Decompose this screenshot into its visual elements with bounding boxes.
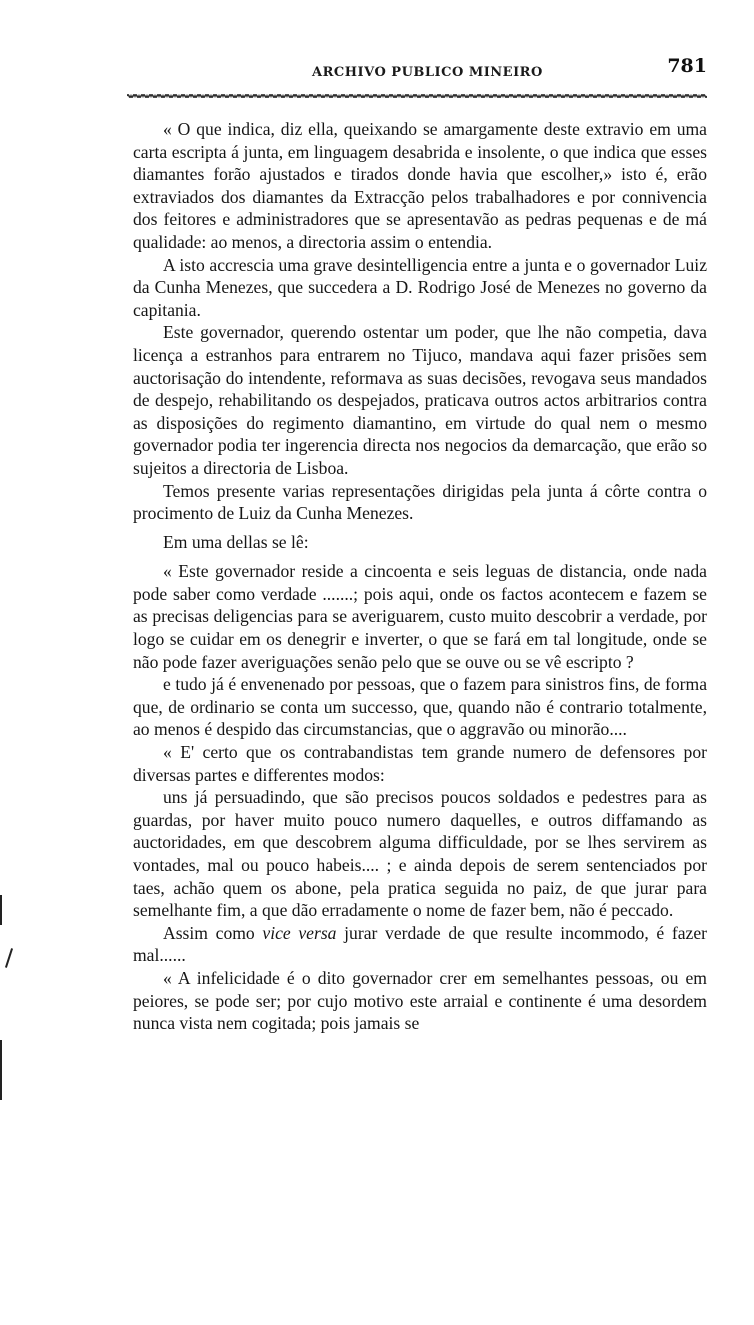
page-number: 781 [667, 55, 707, 77]
vice-versa-pre: Assim como [163, 922, 263, 943]
body-text [133, 118, 707, 1035]
paragraph-governador: Este governador, querendo ostentar um poder, que lhe não competia, dava licença a estranhos para entrarem no Tijuco, mandava aqui fazer prisões sem auctorisação do intendente, reformava as suas decisões, revogava seus mandados de despejo, rehabilitando os despejados, praticava outros actos arbitrarios contra as disposições do regimento diamantino, em virtude do qual nem o mesmo governador podia ter ingerencia directa nos negocios da demarcação, que erão so sujeitos a directoria de Lisboa. [133, 322, 707, 478]
running-title: ARCHIVO PUBLICO MINEIRO [312, 65, 543, 80]
header-wavy-rule [127, 93, 707, 99]
paragraph-persuadindo: uns já persuadindo, que são precisos poucos soldados e pedestres para as guardas, por haver muito pouco numero daquelles, e outros diffamando as auctoridades, em que descobrem alguma difficuldade, por se lhes servirem as vontades, mal ou pouco habeis.... ; e ainda depois de serem sentenciados por taes, achão quem os abone, pela pratica seguida no paiz, de que jurar para semelhante fim, a que dão erradamente o nome de fazer bem, não é peccado. [133, 787, 707, 921]
margin-scan-mark [0, 895, 2, 925]
paragraph-quote-infelicidade: « A infelicidade é o dito governador crer em semelhantes pessoas, ou em peiores, se pode ser; por cujo motivo este arraial e continente é uma desordem nunca vista nem cogitada; pois jamais se [133, 967, 707, 1034]
running-head [127, 55, 707, 85]
paragraph-quote-extravio: « O que indica, diz ella, queixando se amargamente deste extravio em uma carta escripta á junta, em linguagem desabrida e insolente, o que indica que esses diamantes forão ajustados e tirados donde havia que escolher,» isto é, erão extraviados dos diamantes da Extracção pelos trabalhadores e por connivencia dos feitores e administradores que se apresentavão as pedras pequenas e de má qualidade: ao menos, a directoria assim o entendia. [133, 119, 707, 252]
paragraph-tudo-envenenado: e tudo já é envenenado por pessoas, que o fazem para sinistros fins, de forma que, de ordinario se conta um successo, que, quando não é contrario totalmente, ao menos é despido das circumstancias, que o aggravão ou minorão.... [133, 674, 707, 740]
paragraph-representacoes: Temos presente varias representações dirigidas pela junta á côrte contra o procimento de Luiz da Cunha Menezes. [133, 480, 707, 524]
vice-versa-italic: vice versa [262, 922, 337, 943]
margin-scan-mark [0, 1040, 2, 1100]
vice-versa-post: jurar verdade de que resulte incommodo, é fazer mal...... [133, 922, 707, 966]
paragraph-quote-contrabandistas: « E' certo que os contrabandistas tem grande numero de defensores por diversas partes e differentes modos: [133, 742, 707, 785]
margin-pen-mark [5, 948, 13, 968]
paragraph-em-uma-dellas: Em uma dellas se lê: [163, 531, 309, 552]
paragraph-desintelligencia: A isto accrescia uma grave desintelligencia entre a junta e o governador Luiz da Cunha Menezes, que succedera a D. Rodrigo José de Menezes no governo da capitania. [133, 254, 707, 320]
paragraph-quote-governador-reside: « Este governador reside a cincoenta e seis leguas de distancia, onde nada pode saber como verdade .......; pois aqui, onde os factos acontecem e fazem se as precisas deligencias para se averiguarem, custo muito descobrir a verdade, por logo se cuidar em os denegrir e inverter, o que se fará em tal longitude, onde se não pode fazer averiguações senão pelo que se ouve ou se vê escripto ? [133, 561, 707, 672]
paragraph-vice-versa [133, 922, 707, 967]
